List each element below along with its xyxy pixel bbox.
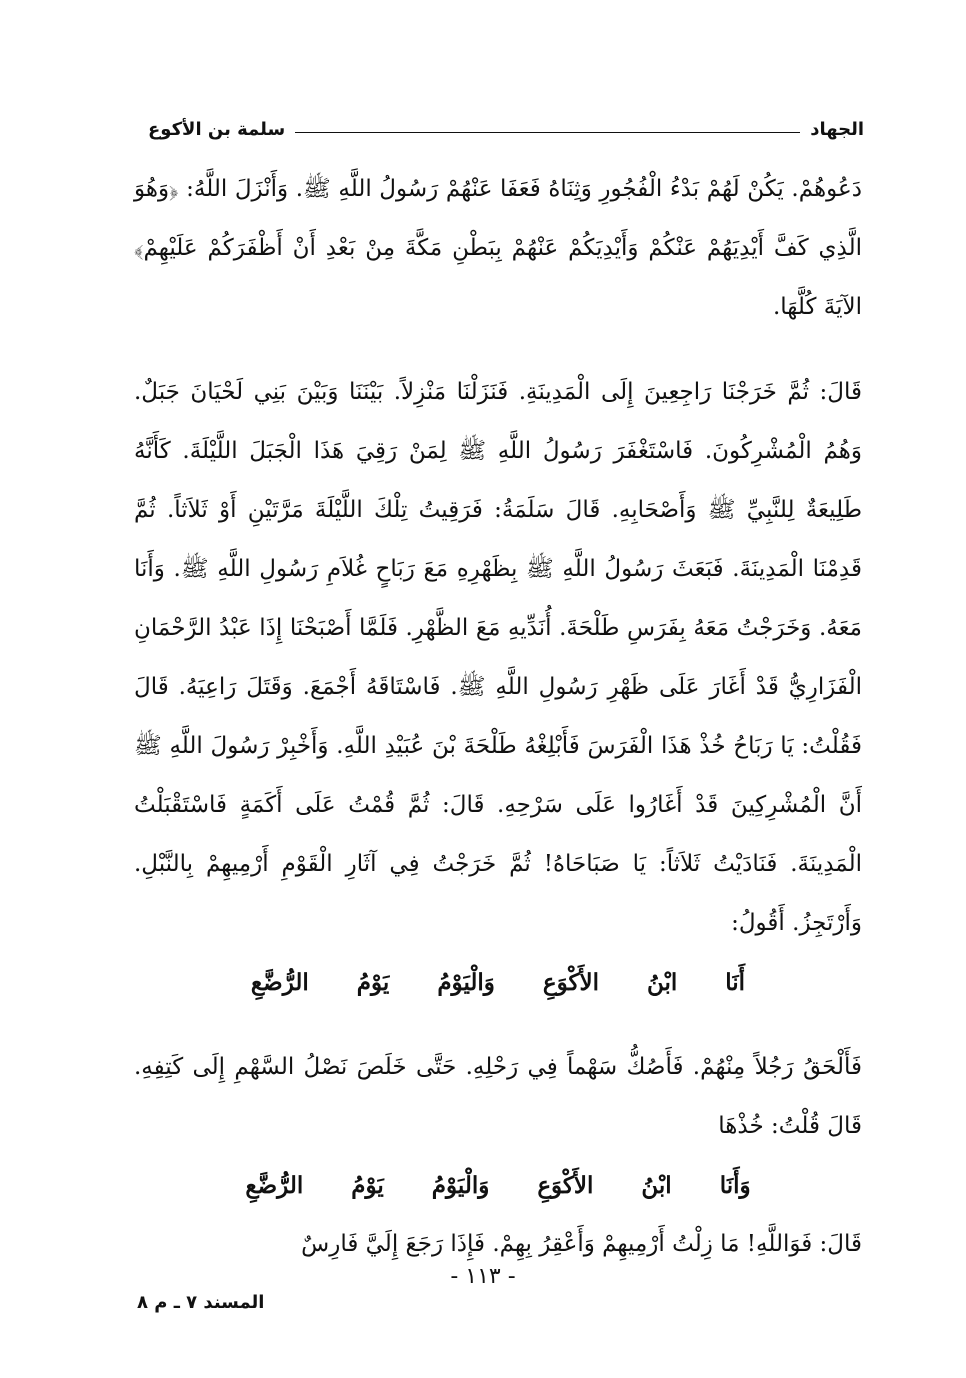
signature-mark: المسند ٧ ـ م ٨ bbox=[137, 1292, 265, 1313]
paragraph-gap bbox=[134, 1012, 862, 1038]
header-chapter: الجهاد bbox=[810, 118, 864, 140]
paragraph: فَأَلْحَقُ رَجُلاً مِنْهُمْ. فَأَصُكُّ سَهْماً فِي رَحْلِهِ. حَتَّى خَلَصَ نَصْلُ السَّهْمِ إِلَى كَتِفِهِ. قَالَ قُلْتُ: خُذْهَا bbox=[134, 1054, 862, 1139]
running-header bbox=[148, 112, 864, 146]
header-rule bbox=[295, 132, 800, 133]
paragraph: قَالَ: ثُمَّ خَرَجْنَا رَاجِعِينَ إِلَى الْمَدِينَةِ. فَنَزَلْنَا مَنْزِلاً. بَيْنَنَا وَبَيْنَ بَنِي لَحْيَانَ جَبَلٌ. وَهُمُ الْمُشْرِكُونَ. فَاسْتَغْفَرَ رَسُولُ اللَّهِ ﷺ لِمَنْ رَقِيَ هَذَا الْجَبَلَ اللَّيْلَةَ. كَأَنَّهُ طَلِيعَةٌ لِلنَّبِيِّ ﷺ وَأَصْحَابِهِ. قَالَ سَلَمَةُ: فَرَقِيتُ تِلْكَ اللَّيْلَةَ مَرَّتَيْنِ أَوْ ثَلاَثاً. ثُمَّ قَدِمْنَا الْمَدِينَةَ. فَبَعَثَ رَسُولُ اللَّهِ ﷺ بِظَهْرِهِ مَعَ رَبَاحٍ غُلاَمِ رَسُولِ اللَّهِ ﷺ. وَأَنَا مَعَهُ. وَخَرَجْتُ مَعَهُ بِفَرَسِ طَلْحَةَ. أُنَدِّيهِ مَعَ الظَّهْرِ. فَلَمَّا أَصْبَحْنَا إِذَا عَبْدُ الرَّحْمَانِ الْفَزَارِيُّ قَدْ أَغَارَ عَلَى ظَهْرِ رَسُولِ اللَّهِ ﷺ. فَاسْتَاقَهُ أَجْمَعَ. وَقَتَلَ رَاعِيَهُ. قَالَ فَقُلْتُ: يَا رَبَاحُ خُذْ هَذَا الْفَرَسَ فَأَبْلِغْهُ طَلْحَةَ بْنَ عُبَيْدِ اللَّهِ. وَأَخْبِرْ رَسُولَ اللَّهِ ﷺ أَنَّ الْمُشْرِكِينَ قَدْ أَغَارُوا عَلَى سَرْحِهِ. قَالَ: ثُمَّ قُمْتُ عَلَى أَكَمَةٍ فَاسْتَقْبَلْتُ الْمَدِينَةَ. فَنَادَيْتُ ثَلاَثاً: يَا صَبَاحَاهُ! ثُمَّ خَرَجْتُ فِي آثَارِ الْقَوْمِ أَرْمِيهِمْ بِالنَّبْلِ. وَأَرْتَجِزُ. أَقُولُ: bbox=[134, 379, 862, 936]
paragraph: قَالَ: فَوَاللَّهِ! مَا زِلْتُ أَرْمِيهِمْ وَأَعْقِرُ بِهِمْ. فَإِذَا رَجَعَ إِلَيَّ فَارِسٌ bbox=[301, 1231, 862, 1257]
verse-line: أَنَا ابْنُ الأَكْوَعِ وَالْيَوْمُ يَوْمُ الرُّضَّعِ bbox=[250, 969, 746, 996]
paragraph-gap bbox=[134, 337, 862, 363]
body-text bbox=[134, 160, 862, 1274]
paragraph: دَعُوهُمْ. يَكُنْ لَهُمْ بَدْءُ الْفُجُورِ وَثِنَاهُ فَعَفَا عَنْهُمْ رَسُولُ اللَّهِ ﷺ. وَأَنْزَلَ اللَّهُ: ﴿وَهُوَ الَّذِي كَفَّ أَيْدِيَهُمْ عَنْكُمْ وَأَيْدِيَكُمْ عَنْهُمْ بِبَطْنِ مَكَّةَ مِنْ بَعْدِ أَنْ أَظْفَرَكُمْ عَلَيْهِمْ﴾ الآيَةَ كُلَّهَا. bbox=[134, 176, 862, 320]
header-title: سلمة بن الأكوع bbox=[148, 118, 286, 140]
page-number: - ١١٣ - bbox=[450, 1264, 516, 1289]
verse-line: وَأَنَا ابْنُ الأَكْوَعِ وَالْيَوْمُ يَوْمُ الرُّضَّعِ bbox=[245, 1172, 751, 1199]
